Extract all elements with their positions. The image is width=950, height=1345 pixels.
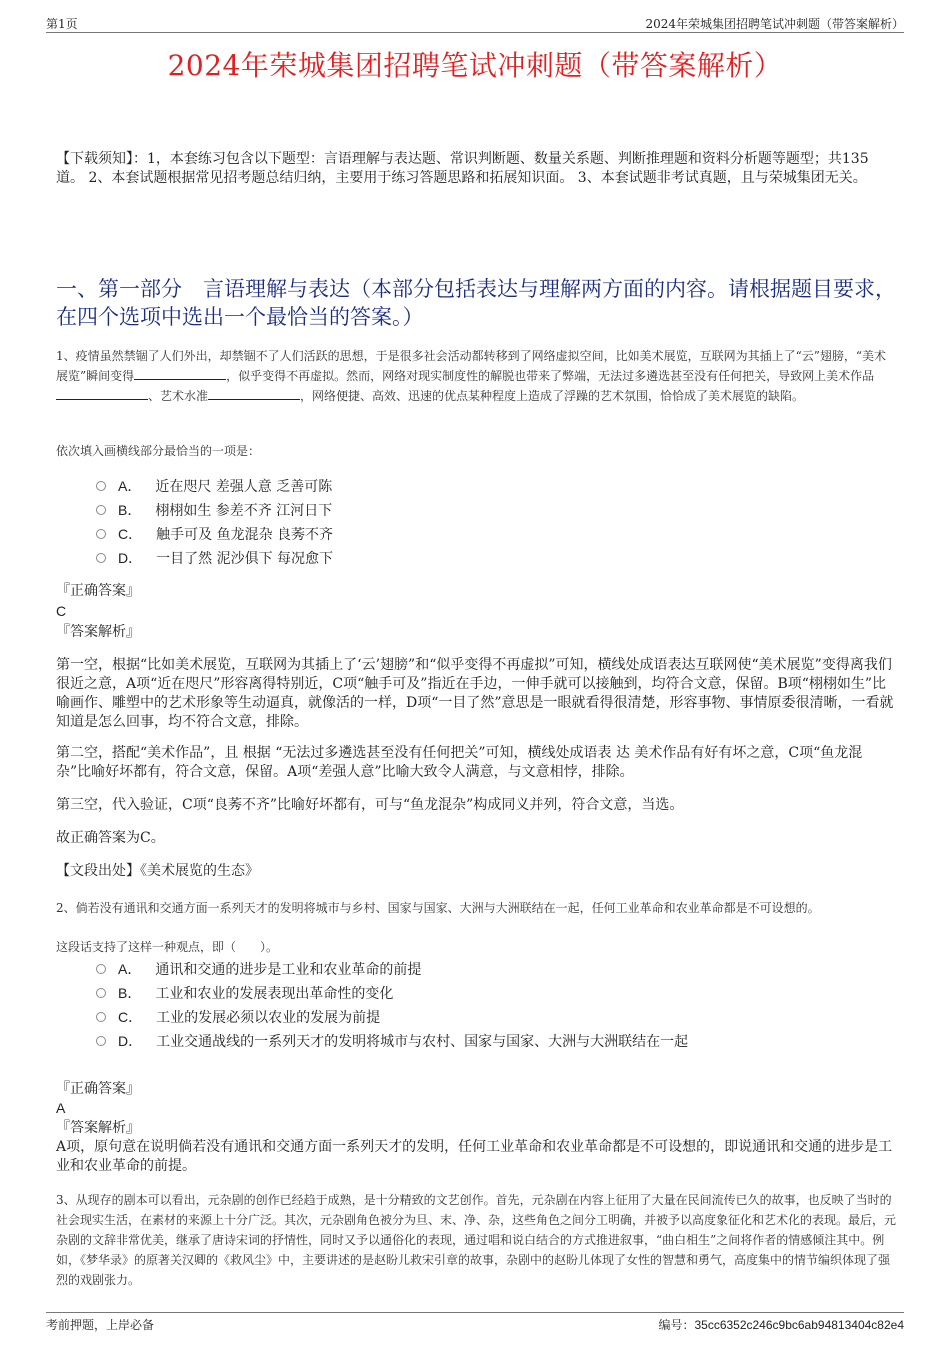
analysis-paragraph-2: 第二空，搭配“美术作品”，且 根据 “无法过多遴选甚至没有任何把关”可知，横线处成语表 达 美术作品有好有坏之意，C项“鱼龙混杂”比喻好坏都有，符合文意，保留。A项“差强人意”比喻大致令人满意，与文意相悖，排除。 [56,745,863,780]
page-header [46,14,904,33]
answer-label: 『正确答案』 [56,583,140,599]
blank-2 [56,387,148,400]
question-1-prompt: 依次填入画横线部分最恰当的一项是： [56,444,261,458]
page-number: 第1页 [46,17,78,31]
header-doc-title: 2024年荣城集团招聘笔试冲刺题（带答案解析） [645,17,904,31]
radio-icon[interactable] [96,505,106,515]
page-footer [46,1312,904,1333]
analysis-paragraph-4: 故正确答案为C。 [56,830,165,846]
answer-value: A [56,1100,66,1116]
option-c[interactable]: C． 触手可及 鱼龙混杂 良莠不齐 [96,522,896,546]
section-heading-1: 一、第一部分 言语理解与表达（本部分包括表达与理解两方面的内容。请根据题目要求，在四个选项中选出一个最恰当的答案。） [56,277,896,329]
radio-icon[interactable] [96,481,106,491]
option-d[interactable]: D． 工业交通战线的一系列天才的发明将城市与农村、国家与国家、大洲与大洲联结在一起 [96,1029,896,1053]
option-a[interactable]: A． 近在咫尺 差强人意 乏善可陈 [96,474,896,498]
blank-3 [208,387,300,400]
question-2-options [96,957,896,1053]
footer-code [658,1316,904,1333]
answer-label: 『正确答案』 [56,1081,140,1097]
text-source: 【文段出处】《美术展览的生态》 [56,863,259,879]
option-d[interactable]: D． 一目了然 泥沙俱下 每况愈下 [96,546,896,570]
question-2-text: 2、倘若没有通讯和交通方面一系列天才的发明将城市与乡村、国家与国家、大洲与大洲联结在一起，任何工业革命和农业革命都是不可设想的。 [56,901,820,915]
question-1-text [56,346,896,406]
blank-1 [134,367,226,380]
q1-text-a: 1、疫情虽然禁锢了人们外出，却禁锢不了人们活跃的思想，于是很多社会活动都转移到了网络虚拟空间，比如美术展览，互联网为其插上了“云”翅膀，“美术展览”瞬间变得 [56,349,887,383]
option-c[interactable]: C． 工业的发展必须以农业的发展为前提 [96,1005,896,1029]
radio-icon[interactable] [96,964,106,974]
question-1-options [96,474,896,570]
analysis-paragraph: A项，原句意在说明倘若没有通讯和交通方面一系列天才的发明，任何工业革命和农业革命都是不可设想的，即说通讯和交通的进步是工业和农业革命的前提。 [56,1139,893,1174]
analysis-paragraph-1: 第一空，根据“比如美术展览，互联网为其插上了‘云’翅膀”和“似乎变得不再虚拟”可知，横线处成语表达互联网使“美术展览”变得离我们很近之意，A项“近在咫尺”形容离得特别近，C项“触手可及”指近在手边，一伸手就可以接触到，均符合文意，保留。B项“栩栩如生”比喻画作、雕塑中的艺术形象等生动逼真，就像活的一样，D项“一目了然”意思是一眼就看得很清楚，形容事物、事情原委很清晰，一看就知道是怎么回事，均不符合文意，排除。 [56,657,894,730]
question-2-prompt: 这段话支持了这样一种观点，即（ ）。 [56,940,279,954]
analysis-label: 『答案解析』 [56,624,140,640]
code-label: 编号： [658,1318,695,1332]
download-notice: 【下载须知】：1，本套练习包含以下题型：言语理解与表达题、常识判断题、数量关系题、判断推理题和资料分析题等题型；共135道。 2、本套试题根据常见招考题总结归纳，主要用于练习答题思路和拓展知识面。 3、本套试题非考试真题，且与荣城集团无关。 [56,151,869,186]
radio-icon[interactable] [96,529,106,539]
question-3-text: 3、从现存的剧本可以看出，元杂剧的创作已经趋于成熟，是十分精致的文艺创作。首先，元杂剧在内容上征用了大量在民间流传已久的故事，也反映了当时的社会现实生活，在素材的来源上十分广泛。其次，元杂剧角色被分为旦、末、净、杂，这些角色之间分工明确，并被予以高度象征化和艺术化的表现。最后，元杂剧的文辞非常优美，继承了唐诗宋词的抒情性，同时又予以通俗化的表现，通过唱和说白结合的方式推进叙事，“曲白相生”之间将作者的情感倾注其中。例如，《梦华录》的原著关汉卿的《救风尘》中，主要讲述的是赵盼儿救宋引章的故事，杂剧中的赵盼儿体现了女性的智慧和勇气，高度集中的情节编织体现了强烈的戏剧张力。 [56,1193,897,1287]
option-a[interactable]: A． 通讯和交通的进步是工业和农业革命的前提 [96,957,896,981]
analysis-label: 『答案解析』 [56,1120,140,1136]
footer-slogan: 考前押题，上岸必备 [46,1318,155,1332]
page-title: 2024年荣城集团招聘笔试冲刺题（带答案解析） [167,49,783,82]
radio-icon[interactable] [96,1036,106,1046]
q1-text-c: 、艺术水准 [148,389,209,403]
q1-text-b: ，似乎变得不再虚拟。然而，网络对现实制度性的解脱也带来了弊端，无法过多遴选甚至没有任何把关，导致网上美术作品 [226,369,875,383]
option-b[interactable]: B． 工业和农业的发展表现出革命性的变化 [96,981,896,1005]
answer-value: C [56,603,67,619]
q1-text-d: ，网络便捷、高效、迅速的优点某种程度上造成了浮躁的艺术氛围，恰恰成了美术展览的缺陷。 [300,389,805,403]
radio-icon[interactable] [96,1012,106,1022]
code-value: 35cc6352c246c9bc6ab94813404c82e4 [694,1318,904,1332]
radio-icon[interactable] [96,553,106,563]
radio-icon[interactable] [96,988,106,998]
option-b[interactable]: B． 栩栩如生 参差不齐 江河日下 [96,498,896,522]
analysis-paragraph-3: 第三空，代入验证，C项“良莠不齐”比喻好坏都有，可与“鱼龙混杂”构成同义并列，符合文意，当选。 [56,797,684,813]
